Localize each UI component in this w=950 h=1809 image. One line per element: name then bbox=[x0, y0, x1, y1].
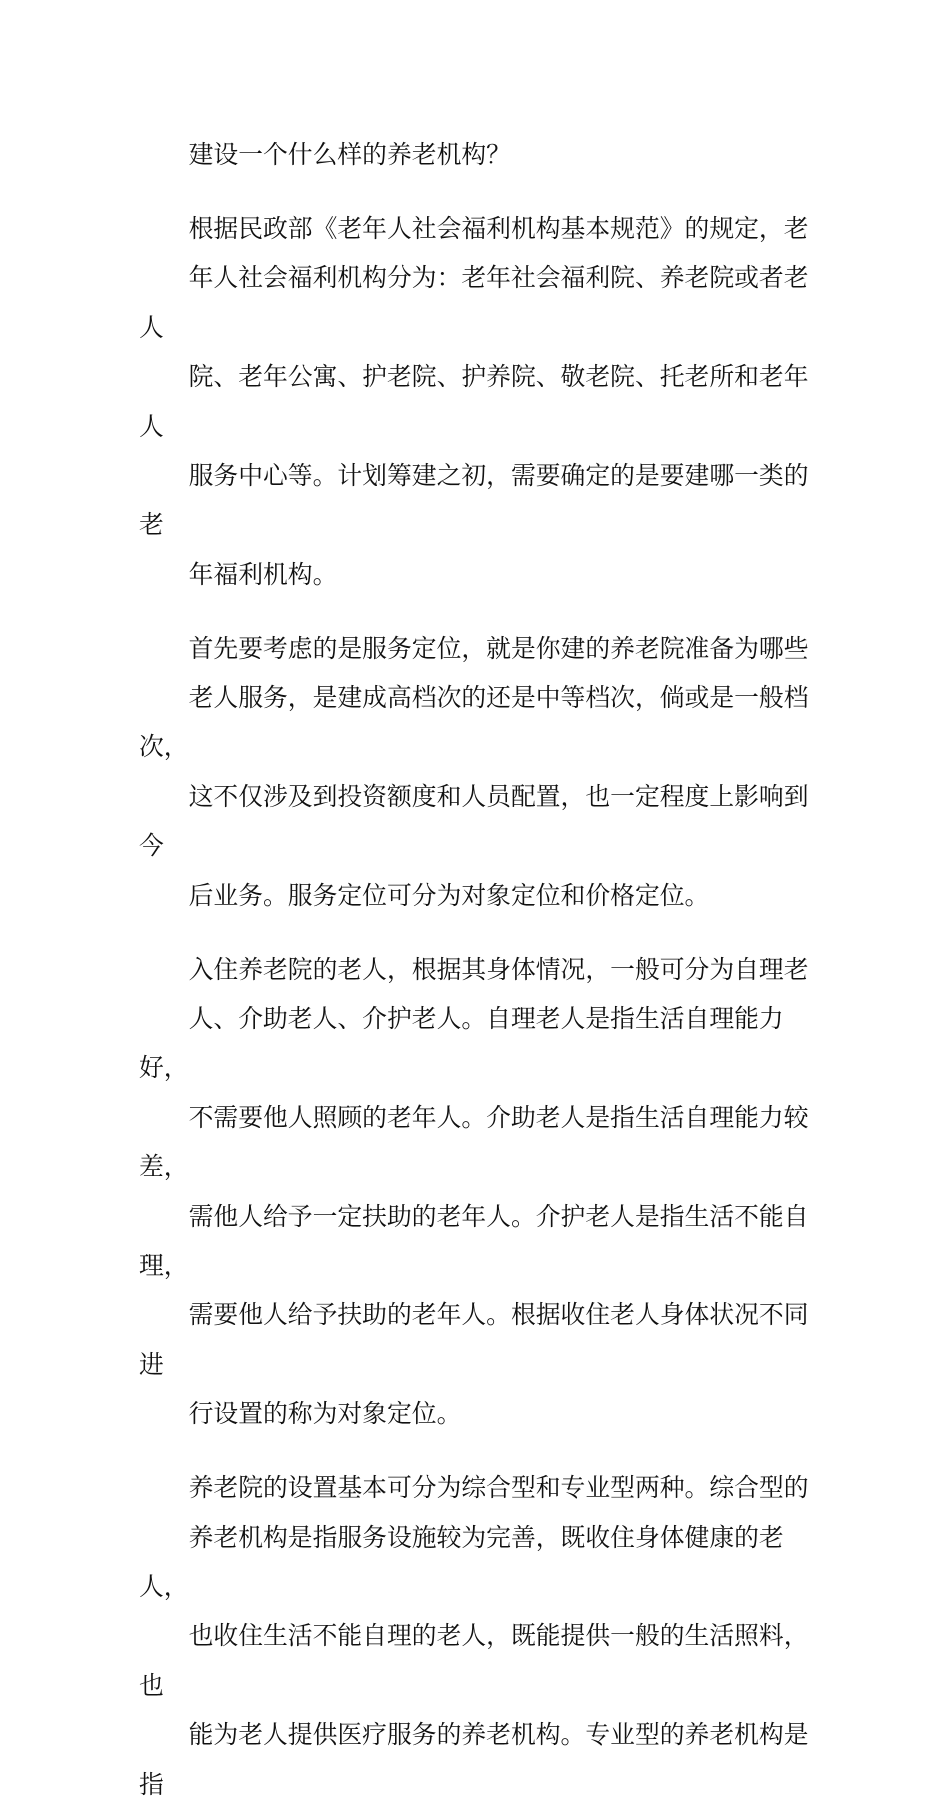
paragraph-institution-setup bbox=[139, 1463, 815, 1809]
text-line: 首先要考虑的是服务定位，就是你建的养老院准备为哪些 bbox=[188, 633, 809, 663]
paragraph-service-positioning bbox=[139, 624, 815, 920]
text-line: 养老机构是指服务设施较为完善，既收住身体健康的老人， bbox=[139, 1522, 784, 1601]
text-line: 院、老年公寓、护老院、护养院、敬老院、托老所和老年人 bbox=[139, 362, 809, 441]
text-line: 后业务。服务定位可分为对象定位和价格定位。 bbox=[188, 880, 710, 910]
text-line: 年福利机构。 bbox=[188, 559, 338, 589]
document-body bbox=[139, 130, 815, 1809]
text-line: 需他人给予一定扶助的老年人。介护老人是指生活不能自理， bbox=[139, 1201, 809, 1281]
text-line: 也收住生活不能自理的老人，既能提供一般的生活照料，也 bbox=[139, 1621, 809, 1700]
text-line: 建设一个什么样的养老机构？ bbox=[188, 140, 511, 169]
text-line: 入住养老院的老人，根据其身体情况，一般可分为自理老 bbox=[188, 954, 809, 984]
text-line: 这不仅涉及到投资额度和人员配置，也一定程度上影响到今 bbox=[139, 781, 809, 861]
text-line: 不需要他人照顾的老年人。介助老人是指生活自理能力较差， bbox=[139, 1102, 809, 1182]
paragraph-heading-question bbox=[139, 130, 815, 179]
text-line: 人、介助老人、介护老人。自理老人是指生活自理能力好， bbox=[139, 1004, 784, 1083]
text-line: 根据民政部《老年人社会福利机构基本规范》的规定，老 bbox=[188, 213, 809, 243]
paragraph-institution-types bbox=[139, 204, 815, 599]
text-line: 能为老人提供医疗服务的养老机构。专业型的养老机构是指 bbox=[139, 1720, 809, 1799]
text-line: 需要他人给予扶助的老年人。根据收住老人身体状况不同进 bbox=[139, 1300, 809, 1379]
text-line: 老人服务，是建成高档次的还是中等档次，倘或是一般档次， bbox=[139, 683, 809, 762]
text-line: 服务中心等。计划筹建之初，需要确定的是要建哪一类的老 bbox=[139, 460, 809, 540]
text-line: 年人社会福利机构分为：老年社会福利院、养老院或者老人 bbox=[139, 263, 809, 342]
text-line: 行设置的称为对象定位。 bbox=[188, 1399, 462, 1429]
paragraph-target-positioning bbox=[139, 945, 815, 1439]
text-line: 养老院的设置基本可分为综合型和专业型两种。综合型的 bbox=[188, 1473, 809, 1503]
